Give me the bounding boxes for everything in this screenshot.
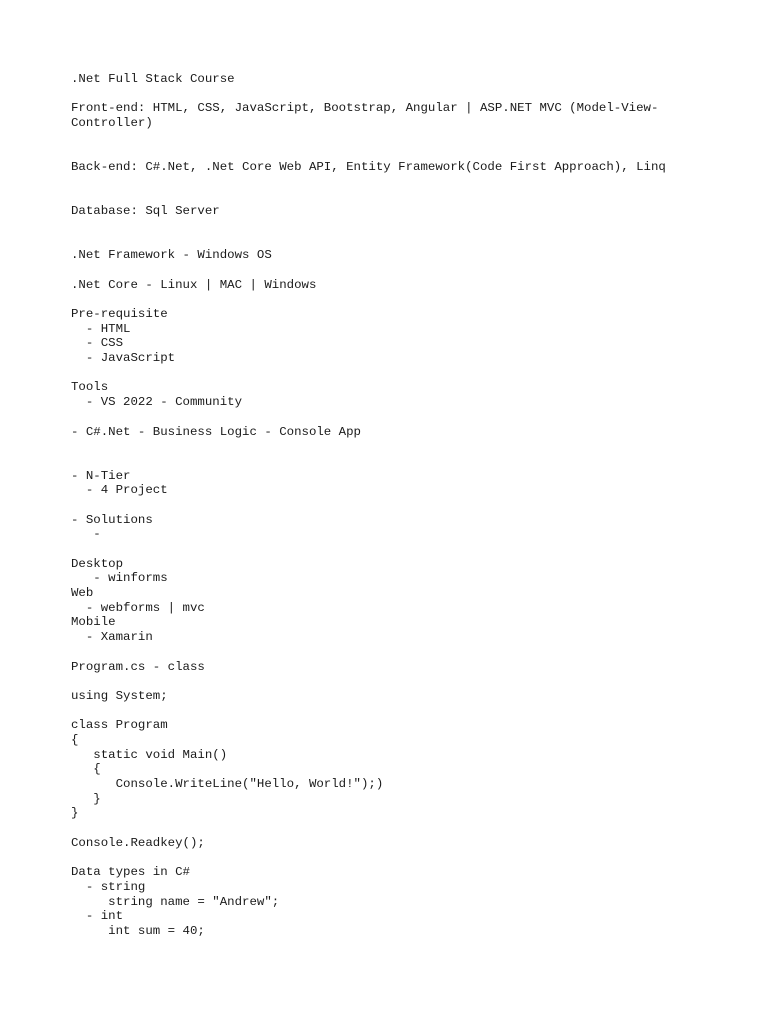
text-line — [71, 674, 711, 689]
text-line: - C#.Net - Business Logic - Console App — [71, 424, 361, 439]
text-line: Pre-requisite — [71, 307, 168, 321]
text-line — [71, 366, 711, 381]
text-line: Web — [71, 586, 94, 601]
text-line: - Solutions — [71, 512, 153, 527]
text-line: - string — [71, 879, 146, 894]
text-line: Mobile — [71, 615, 116, 630]
text-line: { — [71, 732, 79, 747]
text-line: .Net Framework - Windows OS — [71, 248, 272, 263]
text-line — [71, 234, 711, 249]
text-line — [71, 498, 711, 513]
text-line — [71, 87, 711, 102]
text-line: class Program — [71, 718, 168, 733]
text-line: Console.Readkey(); — [71, 835, 205, 850]
text-line: - winforms — [71, 571, 168, 586]
text-line: .Net Full Stack Course — [71, 72, 235, 86]
text-line: Front-end: HTML, CSS, JavaScript, Bootstrap, Angular | ASP.NET MVC (Model-View- — [71, 101, 659, 116]
text-line: int sum = 40; — [71, 923, 205, 938]
text-line: .Net Core - Linux | MAC | Windows — [71, 277, 317, 292]
text-line — [71, 645, 711, 660]
text-line: Controller) — [71, 116, 153, 131]
text-line: - CSS — [71, 336, 124, 351]
text-line: Tools — [71, 380, 109, 395]
text-line: { — [71, 762, 101, 777]
text-line: - HTML — [71, 321, 131, 336]
text-line: Data types in C# — [71, 865, 190, 880]
text-line — [71, 821, 711, 836]
text-line: Program.cs - class — [71, 659, 205, 674]
text-line — [71, 131, 711, 146]
text-line: - VS 2022 - Community — [71, 395, 243, 410]
text-line: - webforms | mvc — [71, 600, 205, 615]
text-line: Back-end: C#.Net, .Net Core Web API, Entity Framework(Code First Approach), Linq — [71, 160, 666, 175]
text-line — [71, 190, 711, 205]
text-line: - JavaScript — [71, 351, 176, 366]
document-body — [71, 72, 711, 939]
text-line: static void Main() — [71, 747, 228, 762]
text-line — [71, 454, 711, 469]
text-line: - N-Tier — [71, 468, 131, 483]
text-line — [71, 542, 711, 557]
text-line — [71, 410, 711, 425]
text-line — [71, 704, 711, 719]
text-line — [71, 263, 711, 278]
text-line: using System; — [71, 688, 168, 703]
text-line — [71, 850, 711, 865]
text-line: Desktop — [71, 556, 124, 571]
text-line: } — [71, 791, 101, 806]
text-line: - Xamarin — [71, 630, 153, 645]
text-line: - int — [71, 909, 124, 924]
text-line: Console.WriteLine("Hello, World!");) — [71, 777, 384, 791]
text-line: - 4 Project — [71, 483, 168, 498]
text-line: string name = "Andrew"; — [71, 894, 280, 909]
text-line — [71, 439, 711, 454]
text-line: - — [71, 527, 101, 542]
text-line: Database: Sql Server — [71, 204, 220, 219]
text-line — [71, 219, 711, 234]
text-line — [71, 175, 711, 190]
text-line: } — [71, 806, 79, 821]
text-line — [71, 292, 711, 307]
text-line — [71, 145, 711, 160]
